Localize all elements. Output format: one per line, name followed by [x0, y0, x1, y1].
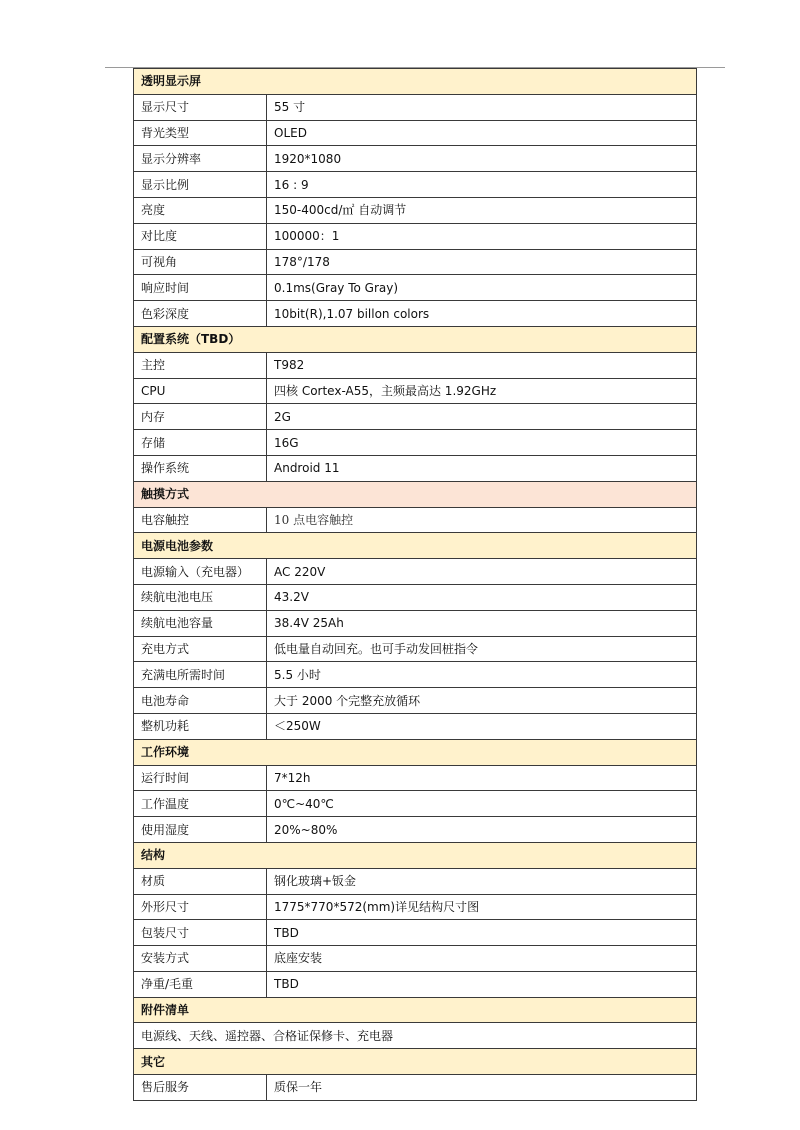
table-row	[134, 971, 697, 997]
row-label: 主控	[134, 352, 267, 378]
row-label: 续航电池容量	[134, 610, 267, 636]
table-row	[134, 1075, 697, 1101]
row-value: 7*12h	[267, 765, 697, 791]
row-value: T982	[267, 352, 697, 378]
row-label: 亮度	[134, 197, 267, 223]
row-label: 外形尺寸	[134, 894, 267, 920]
section-title: 触摸方式	[134, 481, 697, 507]
section-title: 电源电池参数	[134, 533, 697, 559]
row-value: TBD	[267, 920, 697, 946]
table-row	[134, 223, 697, 249]
section-header	[134, 533, 697, 559]
section-title: 透明显示屏	[134, 69, 697, 95]
row-label: 材质	[134, 868, 267, 894]
table-row	[134, 817, 697, 843]
row-value: 钢化玻璃+钣金	[267, 868, 697, 894]
row-label: 充满电所需时间	[134, 662, 267, 688]
row-label: 电容触控	[134, 507, 267, 533]
row-value: 16 : 9	[267, 172, 697, 198]
row-value: 低电量自动回充。也可手动发回桩指令	[267, 636, 697, 662]
row-value: 178°/178	[267, 249, 697, 275]
section-header	[134, 481, 697, 507]
table-row	[134, 636, 697, 662]
section-title: 工作环境	[134, 739, 697, 765]
row-value: OLED	[267, 120, 697, 146]
table-row	[134, 946, 697, 972]
section-header	[134, 842, 697, 868]
row-value: TBD	[267, 971, 697, 997]
row-label: 对比度	[134, 223, 267, 249]
section-header	[134, 997, 697, 1023]
row-value: 0.1ms(Gray To Gray)	[267, 275, 697, 301]
row-label: 操作系统	[134, 455, 267, 481]
row-value: 0℃~40℃	[267, 791, 697, 817]
row-value: ＜250W	[267, 713, 697, 739]
row-label: 背光类型	[134, 120, 267, 146]
table-row	[134, 507, 697, 533]
row-value: 2G	[267, 404, 697, 430]
row-label: 存储	[134, 430, 267, 456]
row-value: 四核 Cortex-A55，主频最高达 1.92GHz	[267, 378, 697, 404]
row-value: 38.4V 25Ah	[267, 610, 697, 636]
row-value: 43.2V	[267, 584, 697, 610]
table-row	[134, 301, 697, 327]
row-label: 电源输入（充电器）	[134, 559, 267, 585]
row-label: 使用湿度	[134, 817, 267, 843]
table-row	[134, 791, 697, 817]
accessories-list: 电源线、天线、遥控器、合格证保修卡、充电器	[134, 1023, 697, 1049]
row-label: 显示分辨率	[134, 146, 267, 172]
row-value: 质保一年	[267, 1075, 697, 1101]
table-row	[134, 610, 697, 636]
section-title: 配置系统（TBD）	[134, 326, 697, 352]
row-label: 显示尺寸	[134, 94, 267, 120]
table-row	[134, 120, 697, 146]
row-label: 色彩深度	[134, 301, 267, 327]
row-value: 100000：1	[267, 223, 697, 249]
table-row	[134, 249, 697, 275]
table-row	[134, 430, 697, 456]
row-value: 10bit(R),1.07 billon colors	[267, 301, 697, 327]
table-row	[134, 688, 697, 714]
section-header	[134, 326, 697, 352]
table-row	[134, 559, 697, 585]
row-label: 充电方式	[134, 636, 267, 662]
row-value: 16G	[267, 430, 697, 456]
table-row	[134, 765, 697, 791]
row-label: 可视角	[134, 249, 267, 275]
row-label: 电池寿命	[134, 688, 267, 714]
row-label: 续航电池电压	[134, 584, 267, 610]
table-row	[134, 404, 697, 430]
section-header	[134, 69, 697, 95]
row-label: 响应时间	[134, 275, 267, 301]
row-label: CPU	[134, 378, 267, 404]
row-value: 底座安装	[267, 946, 697, 972]
row-value: AC 220V	[267, 559, 697, 585]
table-row	[134, 378, 697, 404]
row-label: 整机功耗	[134, 713, 267, 739]
row-value: 20%~80%	[267, 817, 697, 843]
row-value: 大于 2000 个完整充放循环	[267, 688, 697, 714]
row-value: 1775*770*572(mm)详见结构尺寸图	[267, 894, 697, 920]
section-title: 结构	[134, 842, 697, 868]
row-value: 5.5 小时	[267, 662, 697, 688]
table-row	[134, 713, 697, 739]
row-label: 安装方式	[134, 946, 267, 972]
table-row	[134, 868, 697, 894]
row-value: 150-400cd/㎡ 自动调节	[267, 197, 697, 223]
table-row	[134, 920, 697, 946]
table-row	[134, 455, 697, 481]
table-row	[134, 275, 697, 301]
table-row	[134, 94, 697, 120]
table-row	[134, 662, 697, 688]
section-title: 附件清单	[134, 997, 697, 1023]
row-label: 净重/毛重	[134, 971, 267, 997]
row-label: 包装尺寸	[134, 920, 267, 946]
table-row	[134, 352, 697, 378]
row-label: 售后服务	[134, 1075, 267, 1101]
section-header	[134, 1049, 697, 1075]
table-row	[134, 1023, 697, 1049]
row-value: 55 寸	[267, 94, 697, 120]
section-header	[134, 739, 697, 765]
table-row	[134, 584, 697, 610]
table-row	[134, 146, 697, 172]
row-label: 显示比例	[134, 172, 267, 198]
row-value: 10 点电容触控	[267, 507, 697, 533]
row-label: 运行时间	[134, 765, 267, 791]
table-row	[134, 197, 697, 223]
row-value: Android 11	[267, 455, 697, 481]
table-row	[134, 172, 697, 198]
row-label: 工作温度	[134, 791, 267, 817]
spec-table	[133, 68, 697, 1101]
section-title: 其它	[134, 1049, 697, 1075]
row-label: 内存	[134, 404, 267, 430]
row-value: 1920*1080	[267, 146, 697, 172]
table-row	[134, 894, 697, 920]
